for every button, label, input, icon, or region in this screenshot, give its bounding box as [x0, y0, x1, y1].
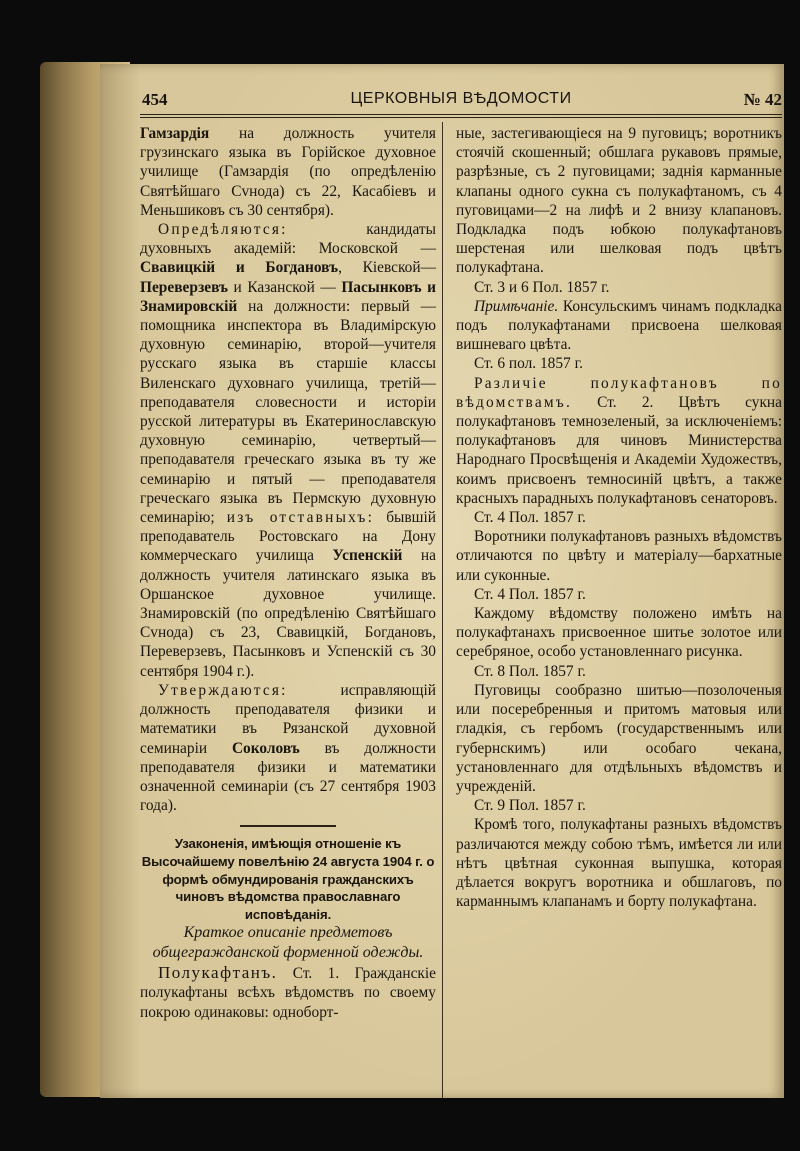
paragraph-text: бывшій преподаватель Ростовскаго на Дону коммерческаго училища — [140, 509, 436, 565]
paragraph-text: Ст. 1. Гражданскіе полукафтаны всѣхъ вѣдомствъ по своему покрою одинаковы: одноборт- — [140, 965, 436, 1021]
paragraph-piping: Кромѣ того, полукафтаны разныхъ вѣдомствъ различаются между собою тѣмъ, имѣется ли или нѣтъ цвѣтная суконная выпушка, которая дѣлается вокругъ воротника и обшлаговъ, по карманнымъ клапанамъ и борту полукафтана. — [456, 816, 782, 911]
lead-note: Примѣчаніе. — [474, 297, 559, 315]
lead-confirmed: Утверждаются: — [158, 681, 288, 699]
names-moscow: Свавицкій и Богдановъ — [140, 259, 339, 277]
lead-appointed: Опредѣляются: — [158, 221, 288, 239]
paragraph-text: Ст. 2. Цвѣтъ сукна полукафтановъ темнозеленый, за исключеніемъ: полукафтановъ для чиновъ Министерства Народнаго Просвѣщенія и Академіи Художествъ, коимъ присвоенъ темносиній цвѣтъ, а также красныхъ парадныхъ полукафтановъ сенаторовъ. — [456, 393, 782, 507]
lead-polukaftan: Полукафтанъ. — [158, 963, 278, 983]
reference-line: Ст. 3 и 6 Пол. 1857 г. — [474, 278, 610, 296]
running-header — [140, 90, 782, 112]
section-divider — [240, 825, 336, 827]
name-sokolov: Соколовъ — [231, 739, 300, 757]
section-subheading: Краткое описаніе предметовъ общегражданской форменной одежды. — [152, 924, 424, 962]
paragraph-text: Консульскимъ чинамъ подкладка подъ полукафтанами присвоена шелковая вишневаго цвѣта. — [456, 297, 782, 354]
names-kazan: Пасынковъ и Знамировскій — [140, 278, 436, 315]
paragraph-embroidery: Каждому вѣдомству положено имѣть на полукафтанахъ присвоенное шитье золотое или серебряное, особо установленнаго рисунка. — [456, 605, 782, 661]
paragraph-text: на должности: первый — помощника инспектора въ Владимірскую духовную семинарію, второй—учителя русскаго языка въ старшіе классы Виленскаго духовнаго училища, третій—преподавателя словесности и исторіи русской литературы въ Екатеринославскую духовную семинарію, четвертый—преподавателя греческаго языка въ ту же семинарію и пятый — преподавателя греческаго языка въ Пермскую духовную семинарію; — [140, 297, 436, 527]
page-number: 454 — [142, 90, 168, 109]
name-uspensky: Успенскій — [332, 547, 403, 565]
paragraph-gamzardia — [140, 124, 436, 220]
names-kiev: Переверзевъ — [140, 278, 229, 296]
paragraph-text: на должность учителя грузинскаго языка въ Горійское духовное училище (Гамзардія (по опредѣленію Святѣйшаго Сvнода) съ 22, Касабіевъ и Меньшиковъ съ 30 сентября). — [140, 125, 436, 219]
reference-line: Ст. 4 Пол. 1857 г. — [474, 585, 586, 603]
reference-line: Ст. 8 Пол. 1857 г. — [474, 662, 586, 680]
paragraph-text: кандидаты духовныхъ академій: Московской — — [140, 221, 436, 258]
paragraph-continued: ные, застегивающіеся на 9 пуговицъ; воротникъ стоячій скошенный; обшлага рукавовъ прямые, разрѣзные, съ 2 пуговицами; заднія карманные клапаны одного сукна съ полукафтаномъ, съ 4 пуговицами—2 на лифѣ и 2 внизу клапановъ. Подкладка подъ юбкою полукафтановъ шерстеная или шелковая подъ цвѣтъ полукафтана. — [456, 125, 782, 277]
name-gamzardia: Гамзардія — [140, 125, 210, 142]
paragraph-text: исправляющій должность преподавателя физики и математики въ Рязанской духовной семинаріи — [140, 681, 436, 757]
reference-line: Ст. 9 Пол. 1857 г. — [474, 797, 586, 815]
paragraph-polukaftan — [140, 963, 436, 1022]
book-page — [100, 64, 784, 1098]
paragraph-buttons: Пуговицы сообразно шитью—позолоченыя или посеребренныя и притомъ матовыя или гладкія, съ гербомъ (государственнымъ или губернскимъ) или особаго чекана, установленнаго для отдѣльныхъ вѣдомствъ и учрежденій. — [456, 681, 782, 795]
paragraph-collars: Воротники полукафтановъ разныхъ вѣдомствъ отличаются по цвѣту и матеріалу—бархатные или суконные. — [456, 528, 782, 584]
journal-title: ЦЕРКОВНЫЯ ВѢДОМОСТИ — [350, 90, 572, 107]
paragraph-appointments — [140, 220, 436, 681]
paragraph-text: на должность учителя латинскаго языка въ Оршанское духовное училище. Знамировскій (по опредѣленію Святѣйшаго Сvнода) съ 23, Свавицкій, Богдановъ, Переверзевъ, Пасынковъ и Успенскій съ 30 сентября 1904 г.). — [140, 547, 436, 680]
lead-retired: изъ отставныхъ: — [226, 509, 375, 527]
left-column — [140, 124, 436, 1022]
reference-line: Ст. 4 Пол. 1857 г. — [474, 509, 586, 527]
right-column — [456, 124, 782, 911]
paragraph-note — [456, 297, 782, 355]
section-heading: Узаконенія, имѣющія отношеніе къ Высочайшему повелѣнію 24 августа 1904 г. о формѣ обмундированія гражданскихъ чиновъ вѣдомства православнаго исповѣданія. — [141, 836, 435, 922]
paragraph-confirmations — [140, 681, 436, 815]
column-separator — [442, 122, 443, 1098]
lead-differences: Различіе полукафтановъ по вѣдомствамъ. — [456, 374, 782, 411]
paragraph-text: , Кіевской— — [338, 259, 437, 277]
reference-line: Ст. 6 пол. 1857 г. — [474, 355, 584, 373]
header-rule — [140, 114, 782, 118]
paragraph-text: въ должности преподавателя физики и математики означенной семинаріи (съ 27 сентября 1903 года). — [140, 739, 436, 815]
paragraph-text: и Казанской — — [228, 278, 342, 296]
paragraph-differences — [456, 374, 782, 508]
issue-number: № 42 — [743, 90, 782, 109]
